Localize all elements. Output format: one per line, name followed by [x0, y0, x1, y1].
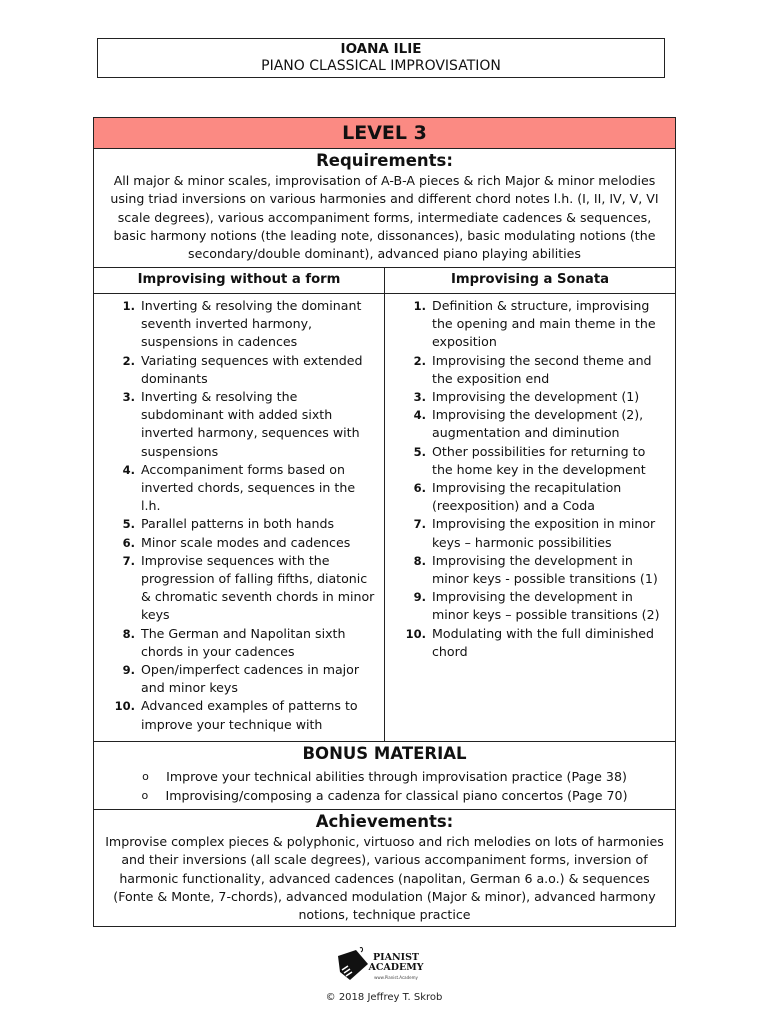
logo-line-2: ACADEMY	[368, 962, 424, 973]
pianist-academy-logo	[334, 940, 434, 990]
logo-url: www.Pianist.Academy	[374, 975, 418, 980]
lesson-number: 10.	[405, 626, 426, 641]
left-column-title: Improvising without a form	[94, 268, 385, 294]
lesson-item	[385, 352, 675, 388]
lesson-text: Modulating with the full diminished chord	[432, 625, 655, 659]
achievements-section	[94, 810, 676, 927]
lesson-number: 6.	[122, 535, 135, 550]
lesson-item	[94, 515, 384, 533]
lesson-number: 8.	[122, 626, 135, 641]
lesson-number: 5.	[413, 444, 426, 459]
lesson-number: 3.	[122, 390, 135, 405]
level-title: LEVEL 3	[94, 118, 676, 149]
lesson-item	[385, 297, 675, 352]
right-lesson-list	[385, 297, 675, 661]
requirements-section	[94, 149, 676, 268]
lesson-number: 1.	[413, 299, 426, 313]
lesson-number: 9.	[122, 663, 135, 678]
bonus-list	[94, 767, 675, 805]
lesson-text: Improvise sequences with the progression of falling fifths, diatonic & chromatic seventh chords in minor keys	[141, 552, 375, 623]
level-table	[93, 117, 676, 927]
lesson-text: Inverting & resolving the subdominant with added sixth inverted harmony, sequences with suspensions	[141, 389, 360, 459]
left-lesson-list	[94, 297, 384, 734]
lesson-text: Accompaniment forms based on inverted chords, sequences in the l.h.	[141, 461, 356, 514]
lesson-text: Improvising the development in minor keys – possible transitions (2)	[432, 589, 660, 623]
bonus-title: BONUS MATERIAL	[302, 744, 467, 763]
achievements-title: Achievements:	[315, 812, 454, 831]
author-name: IOANA ILIE	[340, 41, 422, 57]
lesson-number: 2.	[413, 353, 426, 368]
bonus-section	[94, 742, 676, 810]
requirements-title: Requirements:	[316, 151, 453, 170]
lesson-number: 7.	[413, 517, 426, 532]
lesson-item	[385, 552, 675, 588]
lesson-text: Open/imperfect cadences in major and minor keys	[141, 662, 360, 696]
lesson-text: Definition & structure, improvising the opening and main theme in the exposition	[432, 298, 656, 350]
lesson-item	[94, 534, 384, 552]
achievements-text: Improvise complex pieces & polyphonic, virtuoso and rich melodies on lots of harmonies and their inversions (all scale degrees), various accompaniment forms, inversion of harmonic functionality, advanced cadences (napolitan, German 6 a.o.) & sequences (Fonte & Monte, 7-chords), advanced modulation (Major & minor), advanced harmony notions, technique practice	[105, 834, 664, 923]
lesson-text: Parallel patterns in both hands	[141, 516, 335, 532]
lesson-text: Variating sequences with extended dominants	[141, 352, 363, 386]
bonus-item	[94, 786, 675, 805]
lesson-text: Improvising the development (2), augmentation and diminution	[432, 407, 644, 441]
bullet-icon: o	[142, 770, 149, 783]
lesson-item	[94, 297, 384, 352]
lesson-number: 7.	[122, 553, 135, 568]
lesson-number: 10.	[114, 699, 135, 714]
lesson-text: Minor scale modes and cadences	[141, 534, 351, 550]
lesson-text: Inverting & resolving the dominant seventh inverted harmony, suspensions in cadences	[141, 298, 362, 350]
lesson-number: 2.	[122, 353, 135, 368]
course-title: PIANO CLASSICAL IMPROVISATION	[261, 58, 501, 74]
lesson-text: Improvising the second theme and the exposition end	[432, 352, 652, 386]
copyright: © 2018 Jeffrey T. Skrob	[325, 992, 443, 1003]
lesson-item	[94, 388, 384, 461]
lesson-number: 4.	[413, 408, 426, 423]
lesson-item	[385, 515, 675, 551]
lesson-item	[94, 697, 384, 733]
right-column-list-cell	[385, 294, 676, 742]
requirements-text: All major & minor scales, improvisation of A-B-A pieces & rich Major & minor melodies using triad inversions on various harmonies and different chord notes l.h. (I, II, IV, V, VI scale degrees), various accompaniment forms, intermediate cadences & sequences, basic harmony notions (the leading note, dissonances), basic modulating notions (the secondary/double dominant), advanced piano playing abilities	[110, 173, 659, 262]
lesson-number: 4.	[122, 462, 135, 477]
header-box	[97, 38, 665, 78]
lesson-item	[385, 406, 675, 442]
lesson-number: 5.	[122, 517, 135, 532]
lesson-item	[94, 352, 384, 388]
bonus-item	[94, 767, 675, 786]
lesson-item	[94, 661, 384, 697]
logo-text	[362, 953, 430, 973]
lesson-number: 3.	[413, 390, 426, 405]
lesson-text: Other possibilities for returning to the home key in the development	[432, 443, 646, 477]
lesson-item	[385, 388, 675, 406]
lesson-number: 6.	[413, 481, 426, 496]
lesson-item	[385, 625, 675, 661]
bullet-icon: o	[141, 789, 149, 802]
lesson-text: The German and Napolitan sixth chords in your cadences	[141, 625, 346, 659]
lesson-item	[94, 552, 384, 625]
lesson-item	[385, 479, 675, 515]
left-column-list-cell	[94, 294, 385, 742]
lesson-item	[94, 461, 384, 516]
lesson-text: Improvising the recapitulation (reexposition) and a Coda	[432, 480, 622, 514]
right-column-title: Improvising a Sonata	[385, 268, 676, 294]
lesson-text: Improvising the development in minor keys - possible transitions (1)	[432, 552, 658, 587]
lesson-item	[94, 625, 384, 661]
lesson-number: 8.	[413, 553, 426, 568]
bonus-item-text: Improve your technical abilities through improvisation practice (Page 38)	[166, 769, 627, 784]
lesson-number: 9.	[413, 590, 426, 605]
lesson-item	[385, 443, 675, 479]
lesson-item	[385, 588, 675, 624]
logo-line-1: PIANIST	[372, 952, 419, 963]
lesson-number: 1.	[122, 299, 135, 313]
lesson-text: Improvising the exposition in minor keys – harmonic possibilities	[432, 516, 656, 550]
bonus-item-text: Improvising/composing a cadenza for classical piano concertos (Page 70)	[165, 788, 628, 803]
lesson-text: Improvising the development (1)	[432, 389, 640, 405]
lesson-text: Advanced examples of patterns to improve your technique with	[141, 698, 358, 732]
